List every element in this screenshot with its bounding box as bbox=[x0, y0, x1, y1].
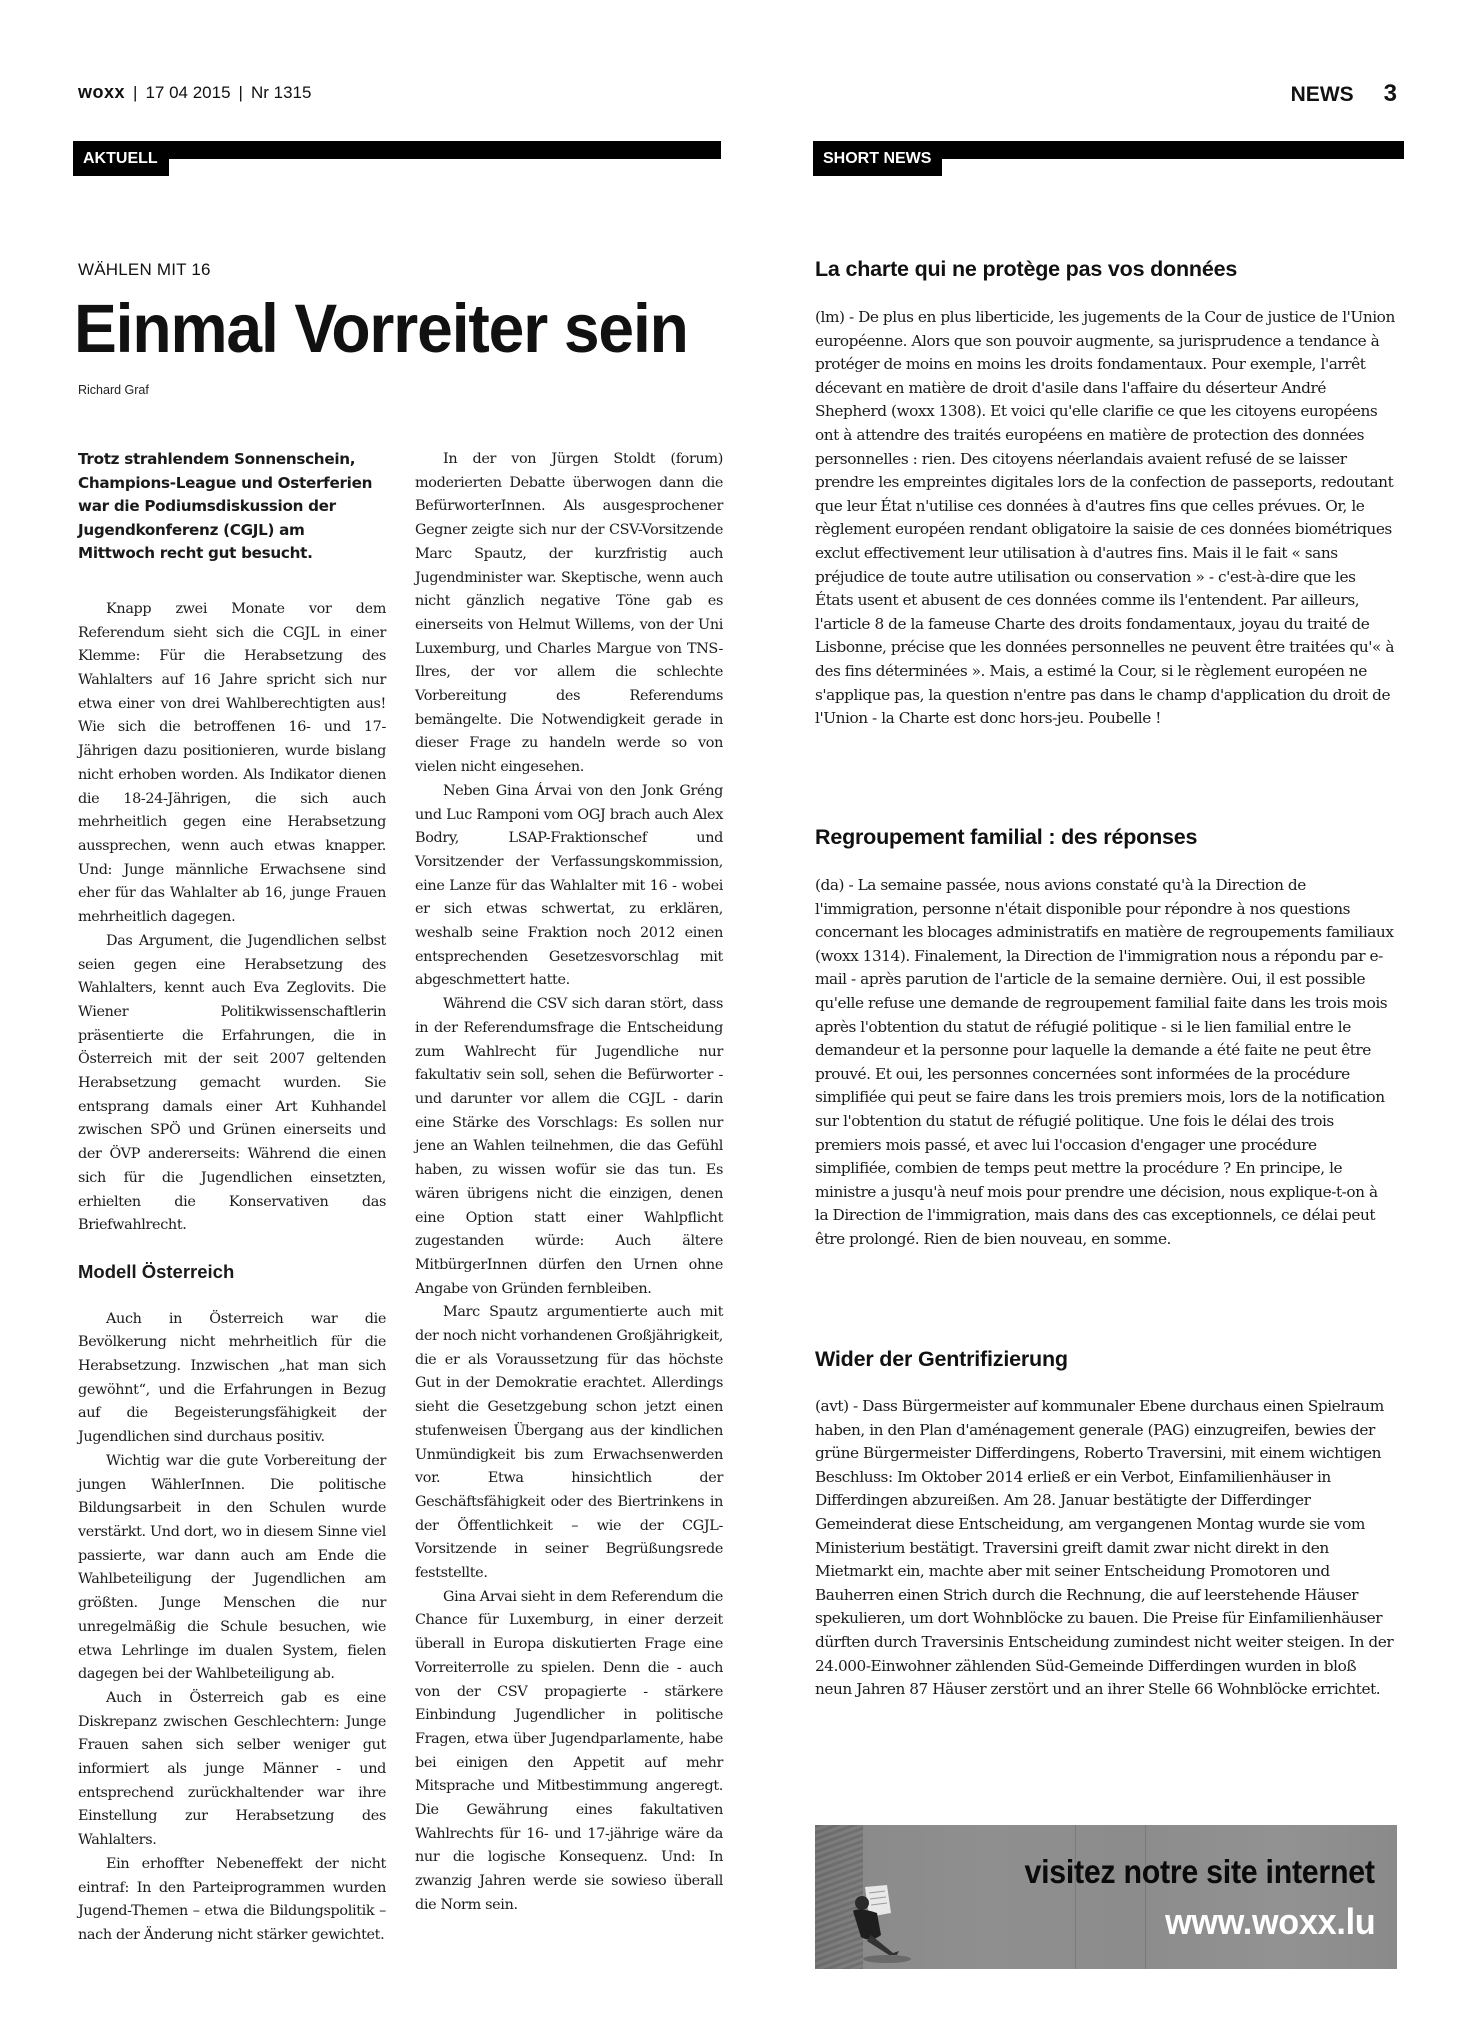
section-label-short-news: SHORT NEWS bbox=[813, 141, 942, 176]
section-rule-left bbox=[73, 141, 721, 159]
pavement-seam bbox=[1075, 1825, 1076, 1969]
paragraph: Auch in Österreich war die Bevölkerung nicht mehrheitlich für die Herabsetzung. Inzwischen „hat man sich gewöhnt“, und die Erfahrungen in Bezug auf die Begeisterungsfähigkeit der Jugendlichen sind durchaus positiv. bbox=[78, 1310, 386, 1446]
page-section: NEWS bbox=[1290, 83, 1354, 106]
news-body-regroupement: (da) - La semaine passée, nous avions constaté qu'à la Direction de l'immigration, personne n'était disponible pour répondre à nos questions concernant les blocages administratifs en matière de regroupements familiaux (woxx 1314). Finalement, la Direction de l'immigration nous a répondu par e-mail - après parution de l'article de la semaine dernière. Oui, il est possible qu'elle refuse une demande de regroupement familial faite dans les trois mois après l'obtention du statut de réfugié politique - si le lien familial entre le demandeur et la personne pour laquelle la demande a été faite ne peut être prouvé. Et oui, les personnes concernées sont informées de la procédure simplifiée qui peut se faire dans les trois premiers mois, lors de la notification sur l'obtention du statut de réfugié politique. Une fois le délai des trois premiers mois passé, et avec lui l'occasion d'engager une procédure simplifiée, combien de temps peut mettre la procédure ? En principe, le ministre a jusqu'à neuf mois pour prendre une décision, nous explique-t-on à la Direction de l'immigration, mais dans des cas exceptionnels, ce délai peut être prolongé. Rien de bien nouveau, en somme. bbox=[815, 876, 1394, 1248]
paragraph: Wichtig war die gute Vorbereitung der jungen WählerInnen. Die politische Bildungsarbeit in den Schulen wurde verstärkt. Und dort, wo in diesem Sinne viel passierte, war dann auch am Ende die Wahlbeteiligung der Jugendlichen am größten. Junge Menschen die nur unregelmäßig die Schule besuchen, wie etwa Lehrlinge im dualen System, fielen dagegen bei der Wahlbeteiligung ab. bbox=[78, 1452, 386, 1683]
paragraph: Marc Spautz argumentierte auch mit der noch nicht vorhandenen Großjährigkeit, die er als Voraussetzung für das höchste Gut in der Demokratie erachtet. Allerdings sieht die Gesetzgebung schon jetzt einen stufenweisen Übergang aus der kindlichen Unmündigkeit bis zum Erwachsenwerden vor. Etwa hinsichtlich der Geschäftsfähigkeit oder des Biertrinkens in der Öffentlichkeit – wie der CGJL-Vorsitzende in seiner Begrüßungsrede feststellte. bbox=[415, 1304, 723, 1582]
separator: | bbox=[238, 83, 243, 102]
article-byline: Richard Graf bbox=[78, 383, 149, 397]
page-number: 3 bbox=[1383, 80, 1397, 107]
section-label-aktuell: AKTUELL bbox=[73, 141, 169, 176]
news-body-gentrifizierung: (avt) - Dass Bürgermeister auf kommunaler Ebene durchaus einen Spielraum haben, in den Plan d'aménagement generale (PAG) einzugreifen, bewies der grüne Bürgermeister Differdingens, Roberto Traversini, mit einem wichtigen Beschluss: Im Oktober 2014 erließ er ein Verbot, Einfamilienhäuser in Differdingen abzureißen. Am 28. Januar bestätigte der Differdinger Gemeinderat diese Entscheidung, am vergangenen Montag wurde sie vom Ministerium bestätigt. Traversini greift damit zwar nicht direkt in den Mietmarkt ein, machte aber mit seiner Entscheidung Promotoren und Bauherren einen Strich durch die Rechnung, die auf leerstehende Häuser spekulieren, um dort Wohnblöcke zu bauen. Die Preise für Einfamilienhäuser dürften durch Traversinis Entscheidung zumindest nicht weiter steigen. In der 24.000-Einwohner zählenden Süd-Gemeinde Differdingen wurden in bloß neun Jahren 87 Häuser zerstört und an ihrer Stelle 66 Wohnblöcke errichtet. bbox=[815, 1397, 1394, 1699]
news-title-charte: La charte qui ne protège pas vos données bbox=[815, 257, 1238, 281]
article-column-2 bbox=[415, 448, 723, 1918]
article-subhead: Modell Österreich bbox=[78, 1260, 235, 1282]
issue-date: 17 04 2015 bbox=[145, 83, 231, 102]
paragraph: Während die CSV sich daran stört, dass in der Referendumsfrage die Entscheidung zum Wahlrecht für Jugendliche nur fakultativ sein soll, sehen die Befürworter - und darunter vor allem die CGJL - darin eine Stärke des Vorschlags: Es sollen nur jene an Wahlen teilnehmen, die das Gefühl haben, zu wissen wofür sie das tun. Es wären übrigens nicht die einzigen, denen eine Option statt einer Wahlpflicht zugestanden würde: Auch ältere MitbürgerInnen dürfen den Urnen ohne Angabe von Gründen fernbleiben. bbox=[415, 996, 723, 1297]
website-ad-banner[interactable] bbox=[815, 1825, 1397, 1969]
issue-number: Nr 1315 bbox=[250, 83, 312, 102]
paragraph: Das Argument, die Jugendlichen selbst seien gegen eine Herabsetzung des Wahlalters, kennt auch Eva Zeglovits. Die Wiener Politikwissenschaftlerin präsentierte die Erfahrungen, die in Österreich mit der seit 2007 geltenden Herabsetzung gemacht wurden. Sie entsprang damals einer Art Kuhhandel zwischen SPÖ und Grünen einerseits und der ÖVP andererseits: Während die einen sich für die Jugendlichen einsetzten, erhielten die Konservativen das Briefwahlrecht. bbox=[78, 932, 386, 1234]
paragraph: Auch in Österreich gab es eine Diskrepanz zwischen Geschlechtern: Junge Frauen sahen sich selber weniger gut informiert als junge Männer - und entsprechend zurückhaltender war ihre Einstellung zur Herabsetzung des Wahlalters. bbox=[78, 1689, 386, 1849]
article-lead: Trotz strahlendem Sonnenschein, Champions-League und Osterferien war die Podiumsdiskussion der Jugendkonferenz (CGJL) am Mittwoch recht gut besucht. bbox=[78, 450, 373, 563]
separator: | bbox=[133, 83, 138, 102]
page-header bbox=[1291, 80, 1397, 108]
paragraph: Neben Gina Árvai von den Jonk Gréng und Luc Ramponi vom OGJ brach auch Alex Bodry, LSAP-Fraktionschef und Vorsitzender der Verfassungskommission, eine Lanze für das Wahlalter mit 16 - wobei er sich etwas schwertat, zu erklären, weshalb seine Fraktion noch 2012 einen entsprechenden Gesetzesvorschlag mit abgeschmettert hatte. bbox=[415, 782, 723, 989]
masthead bbox=[78, 82, 311, 103]
paragraph: In der von Jürgen Stoldt (forum) moderierten Debatte überwogen dann die BefürworterInnen. Als ausgesprochener Gegner zeigte sich nur der CSV-Vorsitzende Marc Spautz, der kurzfristig auch Jugendminister war. Skeptische, wenn auch nicht gänzlich negative Töne gab es einerseits von Helmut Willems, von der Uni Luxemburg, und Charles Margue von TNS-Ilres, der vor allem die schlechte Vorbereitung des Referendums bemängelte. Die Notwendigkeit gerade in dieser Frage zu handeln werde so von vielen nicht eingesehen. bbox=[415, 451, 723, 776]
article-headline: Einmal Vorreiter sein bbox=[74, 290, 688, 367]
paragraph: Ein erhoffter Nebeneffekt der nicht eintraf: In den Parteiprogrammen wurden Jugend-Themen – etwa die Bildungspolitik – nach der Änderung nicht stärker gewichtet. bbox=[78, 1855, 386, 1943]
paragraph: Gina Arvai sieht in dem Referendum die Chance für Luxemburg, in einer derzeit überall in Europa diskutierten Frage eine Vorreiterrolle zu spielen. Denn die - auch von der CSV propagierte - stärkere Einbindung Jugendlicher in politische Fragen, etwa über Jugendparlamente, habe bei einigen den Appetit auf mehr Mitsprache und Mitbestimmung angeregt. Die Gewährung eines fakultativen Wahlrechts für 16- und 17-jährige wäre da nur die logische Konsequenz. Und: In zwanzig Jahren werde sie sowieso überall die Norm sein. bbox=[415, 1588, 723, 1913]
news-title-regroupement: Regroupement familial : des réponses bbox=[815, 825, 1198, 849]
article-column-1 bbox=[78, 448, 386, 1948]
paragraph: Knapp zwei Monate vor dem Referendum sieht sich die CGJL in einer Klemme: Für die Herabsetzung des Wahlalters auf 16 Jahre spricht sich nur etwa einer von drei Wahlberechtigten aus! Wie sich die betroffenen 16- und 17-Jährigen dazu positionieren, wurde bislang nicht erhoben worden. Als Indikator dienen die 18-24-Jährigen, die sich auch mehrheitlich gegen eine Herabsetzung aussprechen, wenn auch etwas knapper. Und: Junge männliche Erwachsene sind eher für das Wahlalter ab 16, junge Frauen mehrheitlich dagegen. bbox=[78, 600, 386, 926]
article-kicker: WÄHLEN MIT 16 bbox=[78, 260, 211, 279]
ad-tagline: visitez notre site internet bbox=[1024, 1853, 1375, 1890]
man-reading-newspaper-icon bbox=[847, 1885, 917, 1965]
ad-website-link[interactable]: www.woxx.lu bbox=[1164, 1901, 1375, 1942]
brand-logo: woxx bbox=[78, 82, 126, 102]
news-title-gentrifizierung: Wider der Gentrifizierung bbox=[815, 1347, 1068, 1371]
news-body-charte: (lm) - De plus en plus liberticide, les jugements de la Cour de justice de l'Union européenne. Alors que son pouvoir augmente, sa jurisprudence a tendance à protéger de moins en moins les droits fondamentaux. Pour exemple, l'arrêt décevant en matière de droit d'asile dans l'affaire du déserteur André Shepherd (woxx 1308). Et voici qu'elle clarifie ce que les citoyens européens ont à attendre des traités européens en matière de protection des données personnelles : rien. Des citoyens néerlandais avaient refusé de se laisser prendre les empreintes digitales lors de la confection de passeports, redoutant que leur État n'utilise ces données à d'autres fins que celles prévues. Or, le règlement européen rendant obligatoire la saisie de ces données biométriques exclut effectivement leur utilisation à d'autres fins. Mais il le fait « sans préjudice de toute autre utilisation ou conservation » - c'est-à-dire que les États usent et abusent de ces données comme ils l'entendent. Par ailleurs, l'article 8 de la fameuse Charte des droits fondamentaux, joyau du traité de Lisbonne, précise que les données personnelles ne peuvent être traitées qu'« à des fins déterminées ». Mais, a estimé la Cour, si le règlement européen ne s'applique pas, la question n'entre pas dans le champ d'application du droit de l'Union - la Charte est donc hors-jeu. Poubelle ! bbox=[815, 308, 1395, 728]
pavement-seam bbox=[1145, 1825, 1146, 1969]
